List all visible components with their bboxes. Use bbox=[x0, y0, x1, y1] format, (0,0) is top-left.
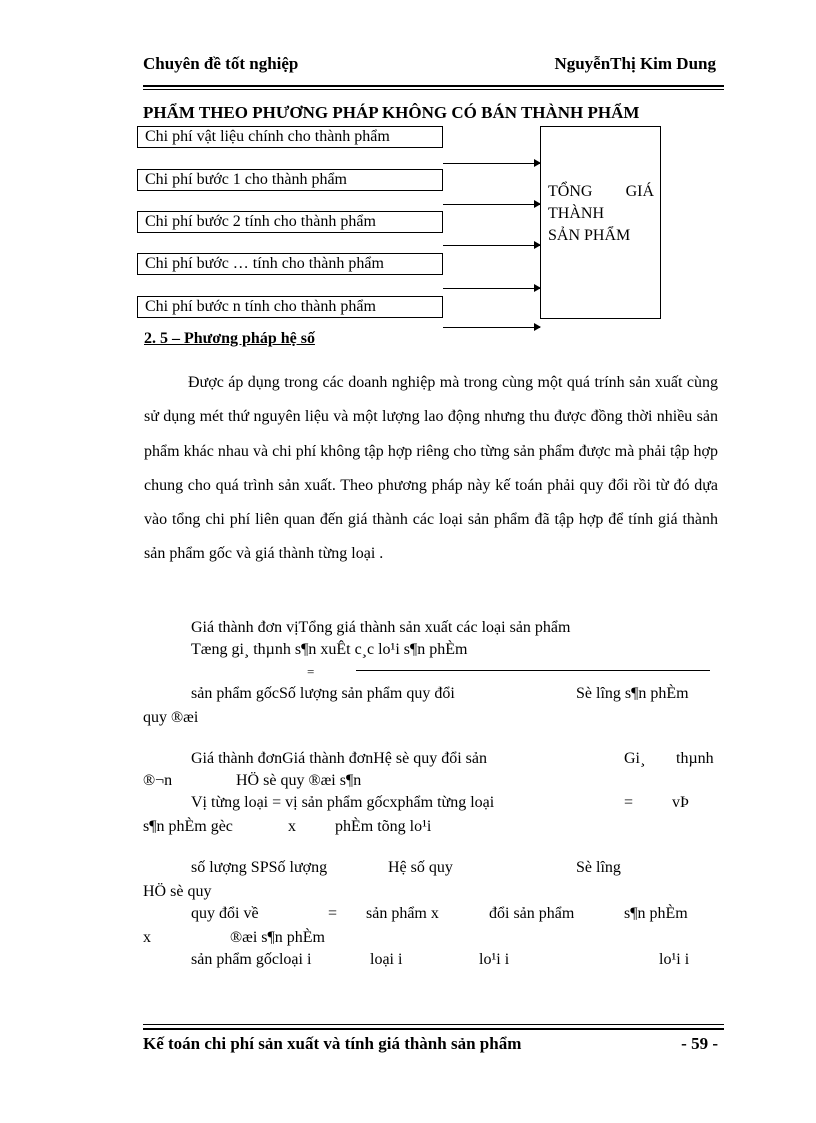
section-heading: 2. 5 – Phương pháp hệ số bbox=[144, 330, 315, 347]
formula1-line2: Tæng gi¸ thµnh s¶n xuÊt c¸c lo¹i s¶n phÈm bbox=[191, 641, 468, 658]
formula3-line5d: lo¹i i bbox=[659, 951, 690, 968]
arrow-icon bbox=[443, 204, 540, 205]
formula3-line2: HÖ sè quy bbox=[143, 883, 212, 900]
cost-item-step-2: Chi phí bước 2 tính cho thành phẩm bbox=[137, 211, 443, 233]
formula3-line3d: đổi sản phẩm bbox=[489, 905, 575, 922]
formula2-line4a: s¶n phÈm gèc bbox=[143, 818, 233, 835]
cost-item-materials: Chi phí vật liệu chính cho thành phẩm bbox=[137, 126, 443, 148]
formula1-line3a: sản phẩm gốcSố lượng sản phẩm quy đổi bbox=[191, 685, 455, 702]
formula3-line3b: = bbox=[328, 905, 338, 922]
total-label-1a: TỔNG bbox=[548, 183, 593, 200]
formula2-line1a: Giá thành đơnGiá thành đơnHệ sè quy đổi sản bbox=[191, 750, 487, 767]
formula3-line3a: quy đổi về bbox=[191, 905, 259, 922]
cost-item-step-1: Chi phí bước 1 cho thành phẩm bbox=[137, 169, 443, 191]
formula2-line4b: x bbox=[288, 818, 296, 835]
formula2-line3b: = bbox=[624, 794, 634, 811]
total-label-1b: GIÁ bbox=[625, 183, 654, 200]
formula3-line1b: Hệ số quy bbox=[388, 859, 453, 876]
section-paragraph: Được áp dụng trong các doanh nghiệp mà trong cùng một quá trính sản xuất cùng sử dụng mét thứ nguyên liệu và một lượng lao động nhưng thu được đồng thời nhiều sản phẩm khác nhau và chi phí không tập hợp riêng cho từng sản phẩm được mà phải tập hợp chung cho quá trình sản xuất. Theo phương pháp này kế toán phải quy đổi rồi từ đó dựa vào tổng chi phí liên quan đến giá thành các loại sản phẩm đã tập hợp để tính giá thành sản phẩm gốc và giá thành từng loại . bbox=[144, 374, 718, 563]
cost-item-step-n: Chi phí bước n tính cho thành phẩm bbox=[137, 296, 443, 318]
formula1-line3b: Sè lîng s¶n phÈm bbox=[576, 685, 689, 702]
header-left: Chuyên đề tốt nghiệp bbox=[143, 54, 299, 73]
header-rule bbox=[143, 85, 724, 87]
diagram-title: PHẨM THEO PHƯƠNG PHÁP KHÔNG CÓ BÁN THÀNH PHẨM bbox=[143, 103, 640, 122]
formula2-line3c: vÞ bbox=[672, 794, 689, 811]
formula2-line2a: ®¬n bbox=[143, 772, 173, 789]
total-cost-box bbox=[540, 126, 661, 319]
formula3-line1c: Sè lîng bbox=[576, 859, 621, 876]
fraction-bar bbox=[356, 670, 710, 671]
footer-rule-thin bbox=[143, 1024, 724, 1025]
formula1-equals: = bbox=[307, 664, 315, 679]
formula2-line1c: thµnh bbox=[676, 750, 714, 767]
formula3-line1a: số lượng SPSố lượng bbox=[191, 859, 328, 876]
arrow-icon bbox=[443, 245, 540, 246]
formula2-line2b: HÖ sè quy ®æi s¶n bbox=[236, 772, 362, 789]
formula2-line1b: Gi¸ bbox=[624, 750, 646, 767]
formula2-line4c: phÈm tõng lo¹i bbox=[335, 818, 432, 835]
total-label-2: THÀNH bbox=[548, 205, 604, 222]
header-rule-thin bbox=[143, 89, 724, 90]
footer-left: Kế toán chi phí sản xuất và tính giá thành sản phẩm bbox=[143, 1034, 522, 1053]
formula3-line4a: x bbox=[143, 929, 151, 946]
header-right: NguyễnThị Kim Dung bbox=[554, 54, 716, 73]
footer-rule bbox=[143, 1028, 724, 1030]
formula3-line5a: sản phẩm gốcloại i bbox=[191, 951, 312, 968]
arrow-icon bbox=[443, 163, 540, 164]
formula3-line5b: loại i bbox=[370, 951, 403, 968]
arrow-icon bbox=[443, 288, 540, 289]
formula3-line5c: lo¹i i bbox=[479, 951, 510, 968]
cost-item-step-ellipsis: Chi phí bước … tính cho thành phẩm bbox=[137, 253, 443, 275]
formula3-line3e: s¶n phÈm bbox=[624, 905, 688, 922]
formula2-line3a: Vị từng loại = vị sản phẩm gốcxphẩm từng loại bbox=[191, 794, 495, 811]
arrow-icon bbox=[443, 327, 540, 328]
formula3-line4b: ®æi s¶n phÈm bbox=[230, 929, 325, 946]
formula3-line3c: sản phẩm x bbox=[366, 905, 439, 922]
page-number: - 59 - bbox=[681, 1034, 718, 1053]
formula1-line4: quy ®æi bbox=[143, 709, 199, 726]
formula1-line1: Giá thành đơn vịTổng giá thành sản xuất các loại sản phẩm bbox=[191, 619, 571, 636]
total-label-3: SẢN PHẨM bbox=[548, 227, 631, 244]
